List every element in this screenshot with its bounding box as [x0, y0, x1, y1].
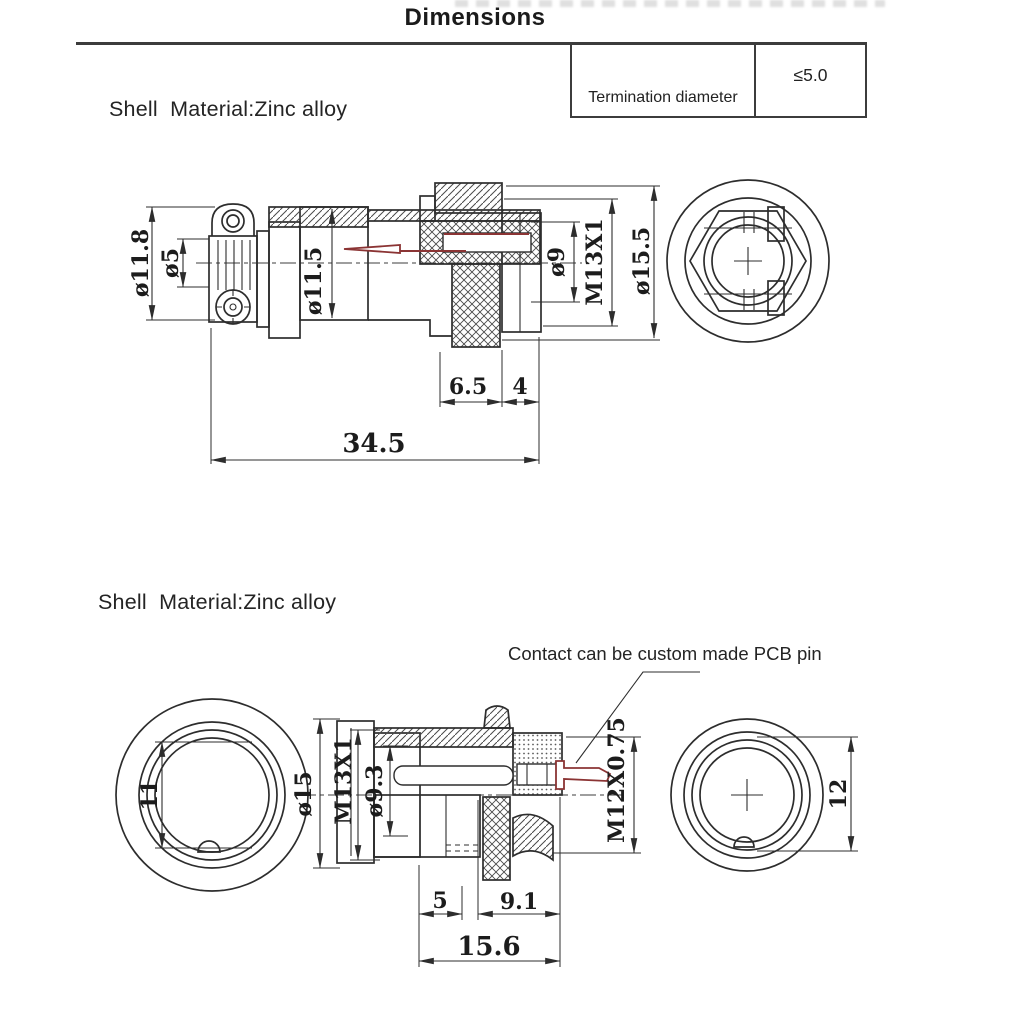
knurled-nut — [452, 264, 500, 347]
page-title: Dimensions — [404, 4, 546, 31]
material-note-bottom: Shell Material:Zinc alloy — [98, 590, 337, 614]
mounting-nut — [483, 797, 510, 880]
dim-label-total-length: 34.5 — [342, 429, 406, 459]
dim-label-front-length: 4 — [512, 374, 528, 400]
key-tab — [484, 706, 510, 728]
dim-label-rear-od: 12 — [826, 778, 852, 810]
coupling-nut-section — [435, 183, 502, 213]
dim-label-front-length: 5 — [432, 888, 448, 914]
dim-label-body-od: ø11.5 — [301, 246, 327, 316]
washer — [513, 814, 553, 860]
dim-label-nut-od: ø15.5 — [629, 226, 655, 296]
plug-dimension-labels — [128, 218, 655, 459]
dim-label-front-id: ø9 — [544, 247, 570, 277]
material-note-top: Shell Material:Zinc alloy — [109, 97, 348, 121]
dim-label-total-length: 15.6 — [457, 932, 521, 962]
socket-front-view-right — [671, 719, 823, 871]
dim-label-rear-length: 9.1 — [499, 889, 539, 915]
plug-front-view — [667, 180, 829, 342]
cable-clamp-screw-ring — [222, 210, 244, 232]
contact-note: Contact can be custom made PCB pin — [508, 643, 822, 664]
dim-label-flange-od: ø15 — [291, 771, 317, 817]
pcb-pin — [556, 761, 610, 789]
dim-label-insert-id: ø9.3 — [362, 764, 388, 818]
termination-diameter-value: ≤5.0 — [793, 65, 828, 85]
dim-label-coupling-thread: M13X1 — [331, 737, 357, 825]
dim-label-knurl-length: 6.5 — [448, 374, 488, 400]
dim-label-coupling-thread: M13X1 — [582, 218, 608, 306]
contact-note-leader-line — [576, 672, 700, 763]
dim-label-cable-hole: ø5 — [158, 248, 184, 278]
contact-slot — [443, 233, 531, 252]
socket-contact-bore — [394, 766, 513, 785]
socket-side-view — [300, 672, 700, 880]
dim-label-shell-od: ø11.8 — [128, 228, 154, 298]
contact-pin-tip — [344, 245, 400, 253]
dim-label-front-id: 11 — [137, 779, 163, 811]
plug-side-view — [196, 183, 582, 347]
dim-label-rear-thread: M12X0.75 — [604, 717, 630, 843]
termination-diameter-label: Termination diameter — [588, 89, 738, 106]
